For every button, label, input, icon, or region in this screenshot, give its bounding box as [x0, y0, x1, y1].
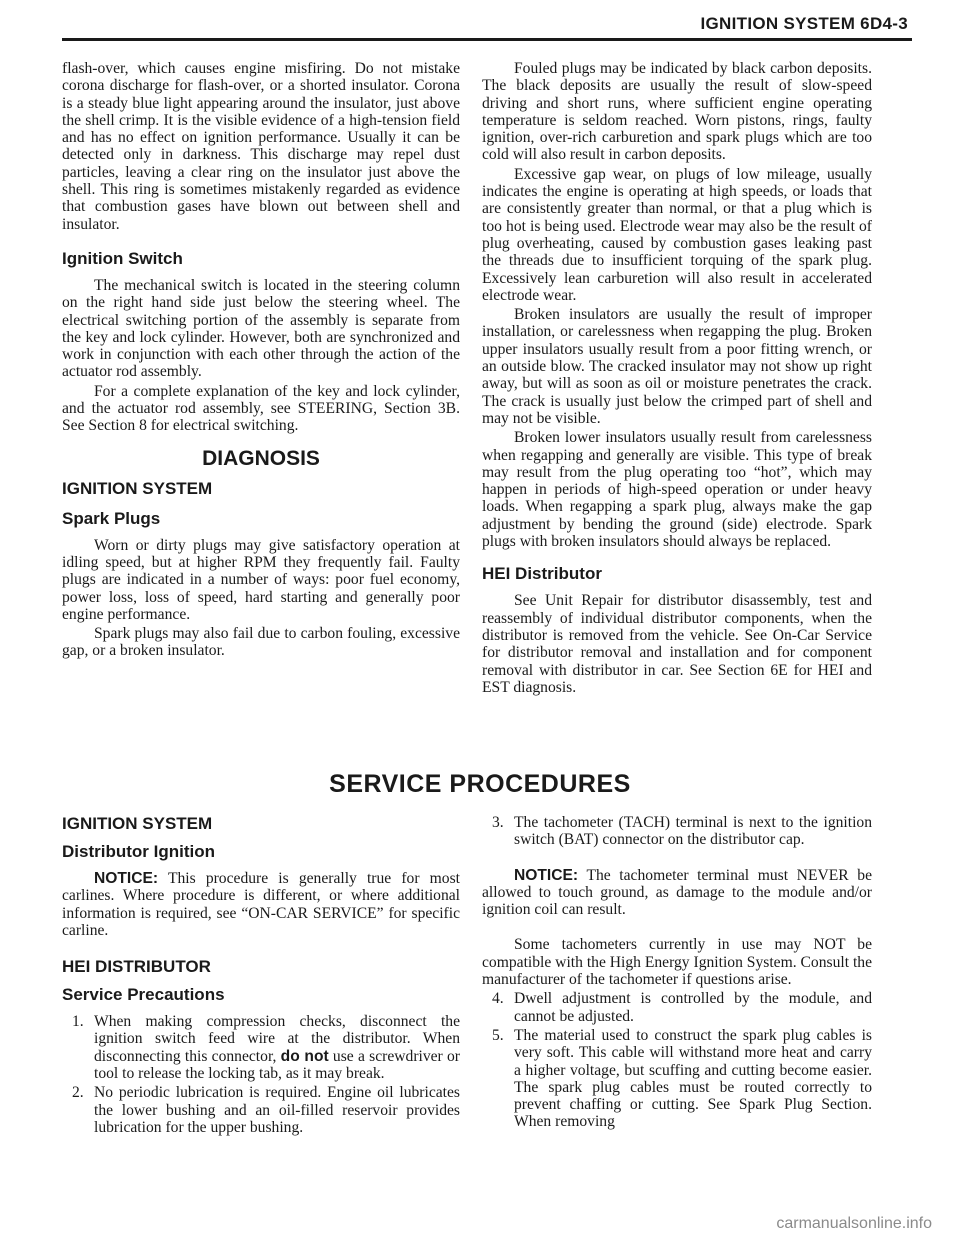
header-rule — [62, 38, 912, 41]
notice-label: NOTICE: — [94, 870, 159, 887]
heading-service-procedures: SERVICE PROCEDURES — [329, 770, 631, 798]
paragraph-broken-insulators: Broken insulators are usually the result of improper installation, or carelessness when regapping the plug. Broken upper insulators usually result from a poor fitting wrench, or an outside blow. The cracked insulator may not show up right away, but will as soon as oil or moisture penetrates the crack. The crack is usually just below the crimped part of shell and may not be visible. — [482, 306, 872, 427]
list-item — [482, 1027, 872, 1131]
right-column-top — [482, 60, 872, 698]
paragraph-fouled-plugs: Fouled plugs may be indicated by black carbon deposits. The black deposits are usually the result of slow-speed driving and short runs, where sufficient engine operating temperature is seldom reached. Worn pistons, rings, faulty ignition, over-rich carburetion and spark plugs which are too cold will also result in carbon deposits. — [482, 60, 872, 164]
heading-spark-plugs: Spark Plugs — [62, 508, 161, 528]
notice-tachometer — [482, 867, 872, 919]
heading-ignition-system: IGNITION SYSTEM — [62, 478, 213, 498]
paragraph-corona: flash-over, which causes engine misfiring. Do not mistake corona discharge for flash-over, or a shorted insulator. Corona is a steady blue light appearing around the insulator, just above the shell crimp. It is the visible evidence of a high-tension field and has no effect on ignition performance. Usually it can be detected only in darkness. This discharge may repel dust particles, leaving a clear ring on the insulator just above the shell. This ring is sometimes mistakenly regarded as evidence that combustion gases have blown out between shell and insulator. — [62, 60, 460, 233]
precautions-list-right-a — [482, 814, 872, 849]
left-column-bottom — [62, 814, 460, 1138]
notice-label: NOTICE: — [514, 866, 579, 884]
list-number: 2. — [72, 1084, 84, 1102]
precautions-list-left — [62, 1013, 460, 1136]
heading-ignition-system-service: IGNITION SYSTEM — [62, 814, 213, 833]
paragraph-tachometers-compat: Some tachometers currently in use may NOT be compatible with the High Energy Ignition System. Consult the manufacturer of the tachometer if questions arise. — [482, 936, 872, 989]
list-item-text: Dwell adjustment is controlled by the module, and cannot be adjusted. — [514, 990, 872, 1025]
list-item — [62, 1013, 460, 1082]
paragraph-worn-plugs: Worn or dirty plugs may give satisfactory operation at idling speed, but at higher RPM they frequently fail. Faulty plugs are indicated in a number of ways: poor fuel economy, power loss, loss of speed, hard starting and generally poor engine performance. — [62, 536, 460, 623]
list-item — [482, 990, 872, 1025]
list-number: 1. — [72, 1013, 84, 1031]
paragraph-gap-wear: Excessive gap wear, on plugs of low mileage, usually indicates the engine is operating at high speeds, or loads that are consistently greater than normal, or that a plug which is too hot is being used. Electrode wear may also be the result of plug overheating, caused by combustion gases leaking past the threads due to insufficient torquing of the spark plug. Excessively lean carburetion will also result in accelerated electrode wear. — [482, 165, 872, 304]
heading-service-precautions: Service Precautions — [62, 985, 225, 1005]
right-column-bottom — [482, 814, 872, 1133]
list-item-text: use a screwdriver or tool to release the locking tab, as it may break. — [94, 1047, 460, 1083]
heading-ignition-switch: Ignition Switch — [62, 248, 183, 268]
list-number: 3. — [492, 814, 504, 831]
list-number: 4. — [492, 990, 504, 1008]
page-header-title: IGNITION SYSTEM 6D4-3 — [700, 14, 908, 33]
left-column-top — [62, 60, 460, 662]
list-item — [62, 1084, 460, 1136]
list-item-text: The tachometer (TACH) terminal is next to the ignition switch (BAT) connector on the distributor cap. — [514, 814, 872, 849]
list-item-text: When making compression checks, disconnect the ignition switch feed wire at the distributor. When disconnecting this connector, — [94, 1013, 460, 1065]
list-item — [482, 814, 872, 849]
list-item-text: No periodic lubrication is required. Engine oil lubricates the lower bushing and an oil-filled reservoir provides lubrication for the upper bushing. — [94, 1084, 460, 1136]
notice-text: The tachometer terminal must NEVER be allowed to touch ground, as damage to the module and/or ignition coil can result. — [482, 866, 872, 919]
precautions-list-right-b — [482, 990, 872, 1130]
paragraph-key-lock-cylinder: For a complete explanation of the key and lock cylinder, and the actuator rod assembly, see STEERING, Section 3B. See Section 8 for electrical switching. — [62, 382, 460, 435]
heading-hei-distributor: HEI Distributor — [482, 564, 602, 584]
list-number: 5. — [492, 1026, 504, 1044]
heading-hei-distributor-caps: HEI DISTRIBUTOR — [62, 957, 211, 977]
paragraph-unit-repair: See Unit Repair for distributor disassembly, test and reassembly of individual distributor components, when the distributor is removed from the vehicle. See On-Car Service for distributor removal and installation and for component removal with distributor in car. See Section 6E for HEI and EST diagnosis. — [482, 592, 872, 696]
paragraph-carbon-fouling: Spark plugs may also fail due to carbon fouling, excessive gap, or a broken insulator. — [62, 625, 460, 660]
notice-text: This procedure is generally true for most carlines. Where procedure is different, or where additional information is required, see “ON-CAR SERVICE” for specific carline. — [62, 870, 460, 939]
notice-carlines — [62, 870, 460, 939]
list-item-text: The material used to construct the spark plug cables is very soft. This cable will withstand more heat and carry a higher voltage, but scuffing and cutting become easier. The spark plug cables must be routed correctly to prevent chaffing or cutting. See Spark Plug Section. When removing — [514, 1026, 872, 1131]
paragraph-broken-lower-insulators: Broken lower insulators usually result from carelessness when regapping and generally are visible. This type of break may result from the plug operating too “hot”, which may happen in periods of high-speed operation or under heavy loads. When regapping a spark plug, always make the gap adjustment by bending the ground (side) electrode. Spark plugs with broken insulators should always be replaced. — [482, 429, 872, 551]
watermark-text: carmanualsonline.info — [776, 1215, 932, 1232]
paragraph-mechanical-switch: The mechanical switch is located in the steering column on the right hand side just below the steering wheel. The electrical switching portion of the assembly is separate from the key and lock cylinder. However, both are synchronized and work in conjunction with each other through the action of the actuator rod assembly. — [62, 276, 460, 381]
heading-diagnosis: DIAGNOSIS — [202, 446, 320, 470]
emphasis-do-not: do not — [280, 1047, 329, 1065]
heading-distributor-ignition: Distributor Ignition — [62, 842, 215, 861]
